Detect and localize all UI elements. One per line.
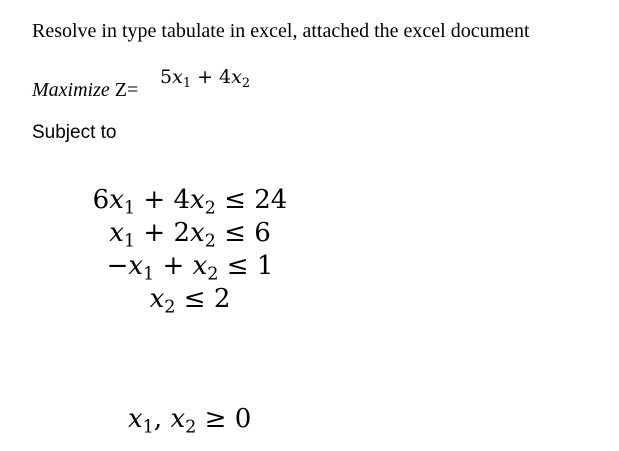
- nonnegativity-constraint: $x_1$, $x_2 \ge 0$: [128, 404, 252, 438]
- objective-expression: [160, 66, 251, 91]
- maximize-word: Maximize: [32, 79, 110, 101]
- constraint-2: $x_1 + 2x_2 \le 6$: [109, 218, 271, 252]
- objective-term: + $4x_2$: [191, 66, 251, 91]
- constraints-block: [80, 184, 300, 316]
- instruction-text: Resolve in type tabulate in excel, attached the excel document: [32, 20, 530, 42]
- objective-term: $5x_1$: [160, 66, 192, 91]
- z-equals: Z=: [109, 79, 139, 101]
- objective-label: [32, 79, 138, 102]
- constraint-3: $-x_1 + x_2 \le 1$: [106, 251, 274, 285]
- constraint-4: $x_2 \le 2$: [149, 284, 231, 318]
- constraint-1: $6x_1 + 4x_2 \le 24$: [92, 185, 288, 219]
- subject-to-label: Subject to: [32, 122, 117, 143]
